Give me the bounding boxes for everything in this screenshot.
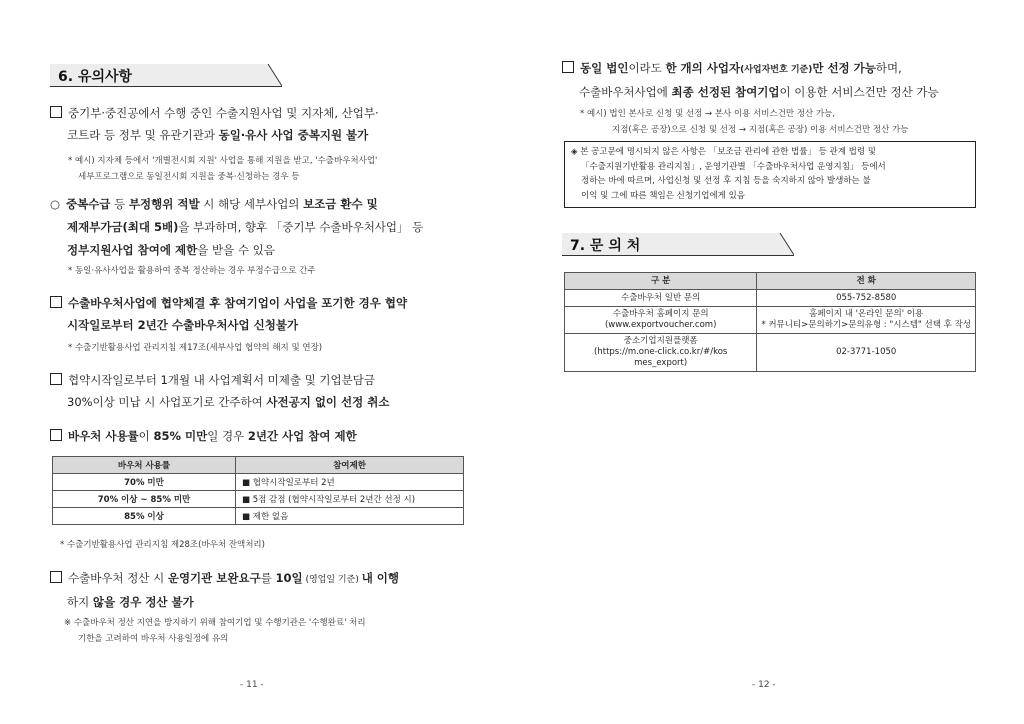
- checkbox-square-icon: [50, 296, 62, 308]
- checkbox-square-icon: [562, 61, 574, 73]
- item-usage-rate: 바우처 사용률이 85% 미만일 경우 2년간 사업 참여 제한: [50, 425, 357, 447]
- contact-table: [564, 272, 976, 372]
- section-title: 7. 문 의 처: [570, 238, 641, 254]
- header-slant-icon: [264, 64, 282, 87]
- section-6-header: [50, 64, 282, 86]
- note-example-branch: * 예시) 법인 본사로 신청 및 선정 → 본사 이용 서비스건만 정산 가능, 지점(혹은 공장)으로 신청 및 선정 → 지점(혹은 공장) 이용 서비스건만 정산 가능: [580, 109, 909, 135]
- item-one-business: 동일 법인이라도 한 개의 사업자(사업자번호 기준)만 선정 가능하며, 수출바우처사업에 최종 선정된 참여기업이 이용한 서비스건만 정산 가능: [562, 57, 939, 103]
- section-title: 6. 유의사항: [58, 69, 133, 85]
- checkbox-square-icon: [50, 429, 62, 441]
- item-fraud-penalty: ○ 중복수급 등 부정행위 적발 시 해당 세부사업의 보조금 환수 및 제재부가금(최대 5배)을 부과하며, 향후 「중기부 수출바우처사업」 등 정부지원사업 참여에 제한을 받을 수 있음: [50, 197, 424, 257]
- item-settlement: 수출바우처 정산 시 운영기관 보완요구를 10일 (영업일 기준) 내 이행 하지 않을 경우 정산 불가: [50, 567, 399, 613]
- note-fraud: * 동일·유사사업을 활용하여 중복 정산하는 경우 부정수급으로 간주: [68, 266, 316, 276]
- page-number-right: - 12 -: [752, 680, 776, 690]
- table-row: 70% 미만 ■ 협약시작일로부터 2년: [53, 474, 464, 491]
- table-row: 85% 이상 ■ 제한 없음: [53, 508, 464, 525]
- notice-box: ◈ 본 공고문에 명시되지 않은 사항은 「보조금 관리에 관한 법률」 등 관계 법령 및 「수출지원기반활용 관리지침」, 운영기관별 「수출바우처사업 운영지침」 등에서 정하는 바에 따르며, 사업신청 및 선정 후 지침 등을 숙지하지 않아 발생하는 불 이익 및 그에 따른 책임은 신청기업에게 있음: [564, 141, 976, 208]
- note-settlement-delay: ※ 수출바우처 정산 지연을 방지하기 위해 참여기업 및 수행기관은 '수행완료' 처리 기한을 고려하여 바우처 사용일정에 유의: [64, 618, 366, 644]
- note-guideline-28: * 수출기반활용사업 관리지침 제28조(바우처 잔액처리): [60, 540, 265, 550]
- table-header-row: 구 분 전 화: [565, 273, 976, 290]
- table-row: 수출바우처 홈페이지 문의 (www.exportvoucher.com) 홈페이지 내 '온라인 문의' 이용 * 커뮤니티>문의하기>문의유형 : "시스템" 선택 후 작성: [565, 307, 976, 334]
- page-number-left: - 11 -: [240, 680, 264, 690]
- item-duplicate-support: 중기부·중진공에서 수행 중인 수출지원사업 및 지자체, 산업부· 코트라 등 정부 및 유관기관과 동일·유사 사업 중복지원 불가: [50, 102, 379, 146]
- checkbox-square-icon: [50, 373, 62, 385]
- table-header-row: 바우처 사용률 참여제한: [53, 457, 464, 474]
- item-withdrawal-ban: 수출바우처사업에 협약체결 후 참여기업이 사업을 포기한 경우 협약 시작일로부터 2년간 수출바우처사업 신청불가: [50, 292, 407, 336]
- checkbox-square-icon: [50, 571, 62, 583]
- table-row: 수출바우처 일반 문의 055-752-8580: [565, 290, 976, 307]
- header-slant-icon: [776, 233, 794, 256]
- usage-rate-table: [52, 456, 464, 525]
- item-plan-submission: 협약시작일로부터 1개월 내 사업계획서 미제출 및 기업분담금 30%이상 미납 시 사업포기로 간주하여 사전공지 없이 선정 취소: [50, 369, 389, 413]
- table-row: 70% 이상 ~ 85% 미만 ■ 5점 감점 (협약시작일로부터 2년간 선정 시): [53, 491, 464, 508]
- note-guideline-17: * 수출기반활용사업 관리지침 제17조(세부사업 협약의 해지 및 연장): [68, 343, 323, 353]
- table-row: 중소기업지원플랫폼 (https://m.one-click.co.kr/#/kos mes_export) 02-3771-1050: [565, 334, 976, 372]
- checkbox-square-icon: [50, 106, 62, 118]
- section-7-header: [562, 233, 794, 255]
- note-example-duplicate: * 예시) 지자체 등에서 '개별전시회 지원' 사업을 통해 지원을 받고, '수출바우처사업' 세부프로그램으로 동일전시회 지원을 중복·신청하는 경우 등: [68, 156, 378, 182]
